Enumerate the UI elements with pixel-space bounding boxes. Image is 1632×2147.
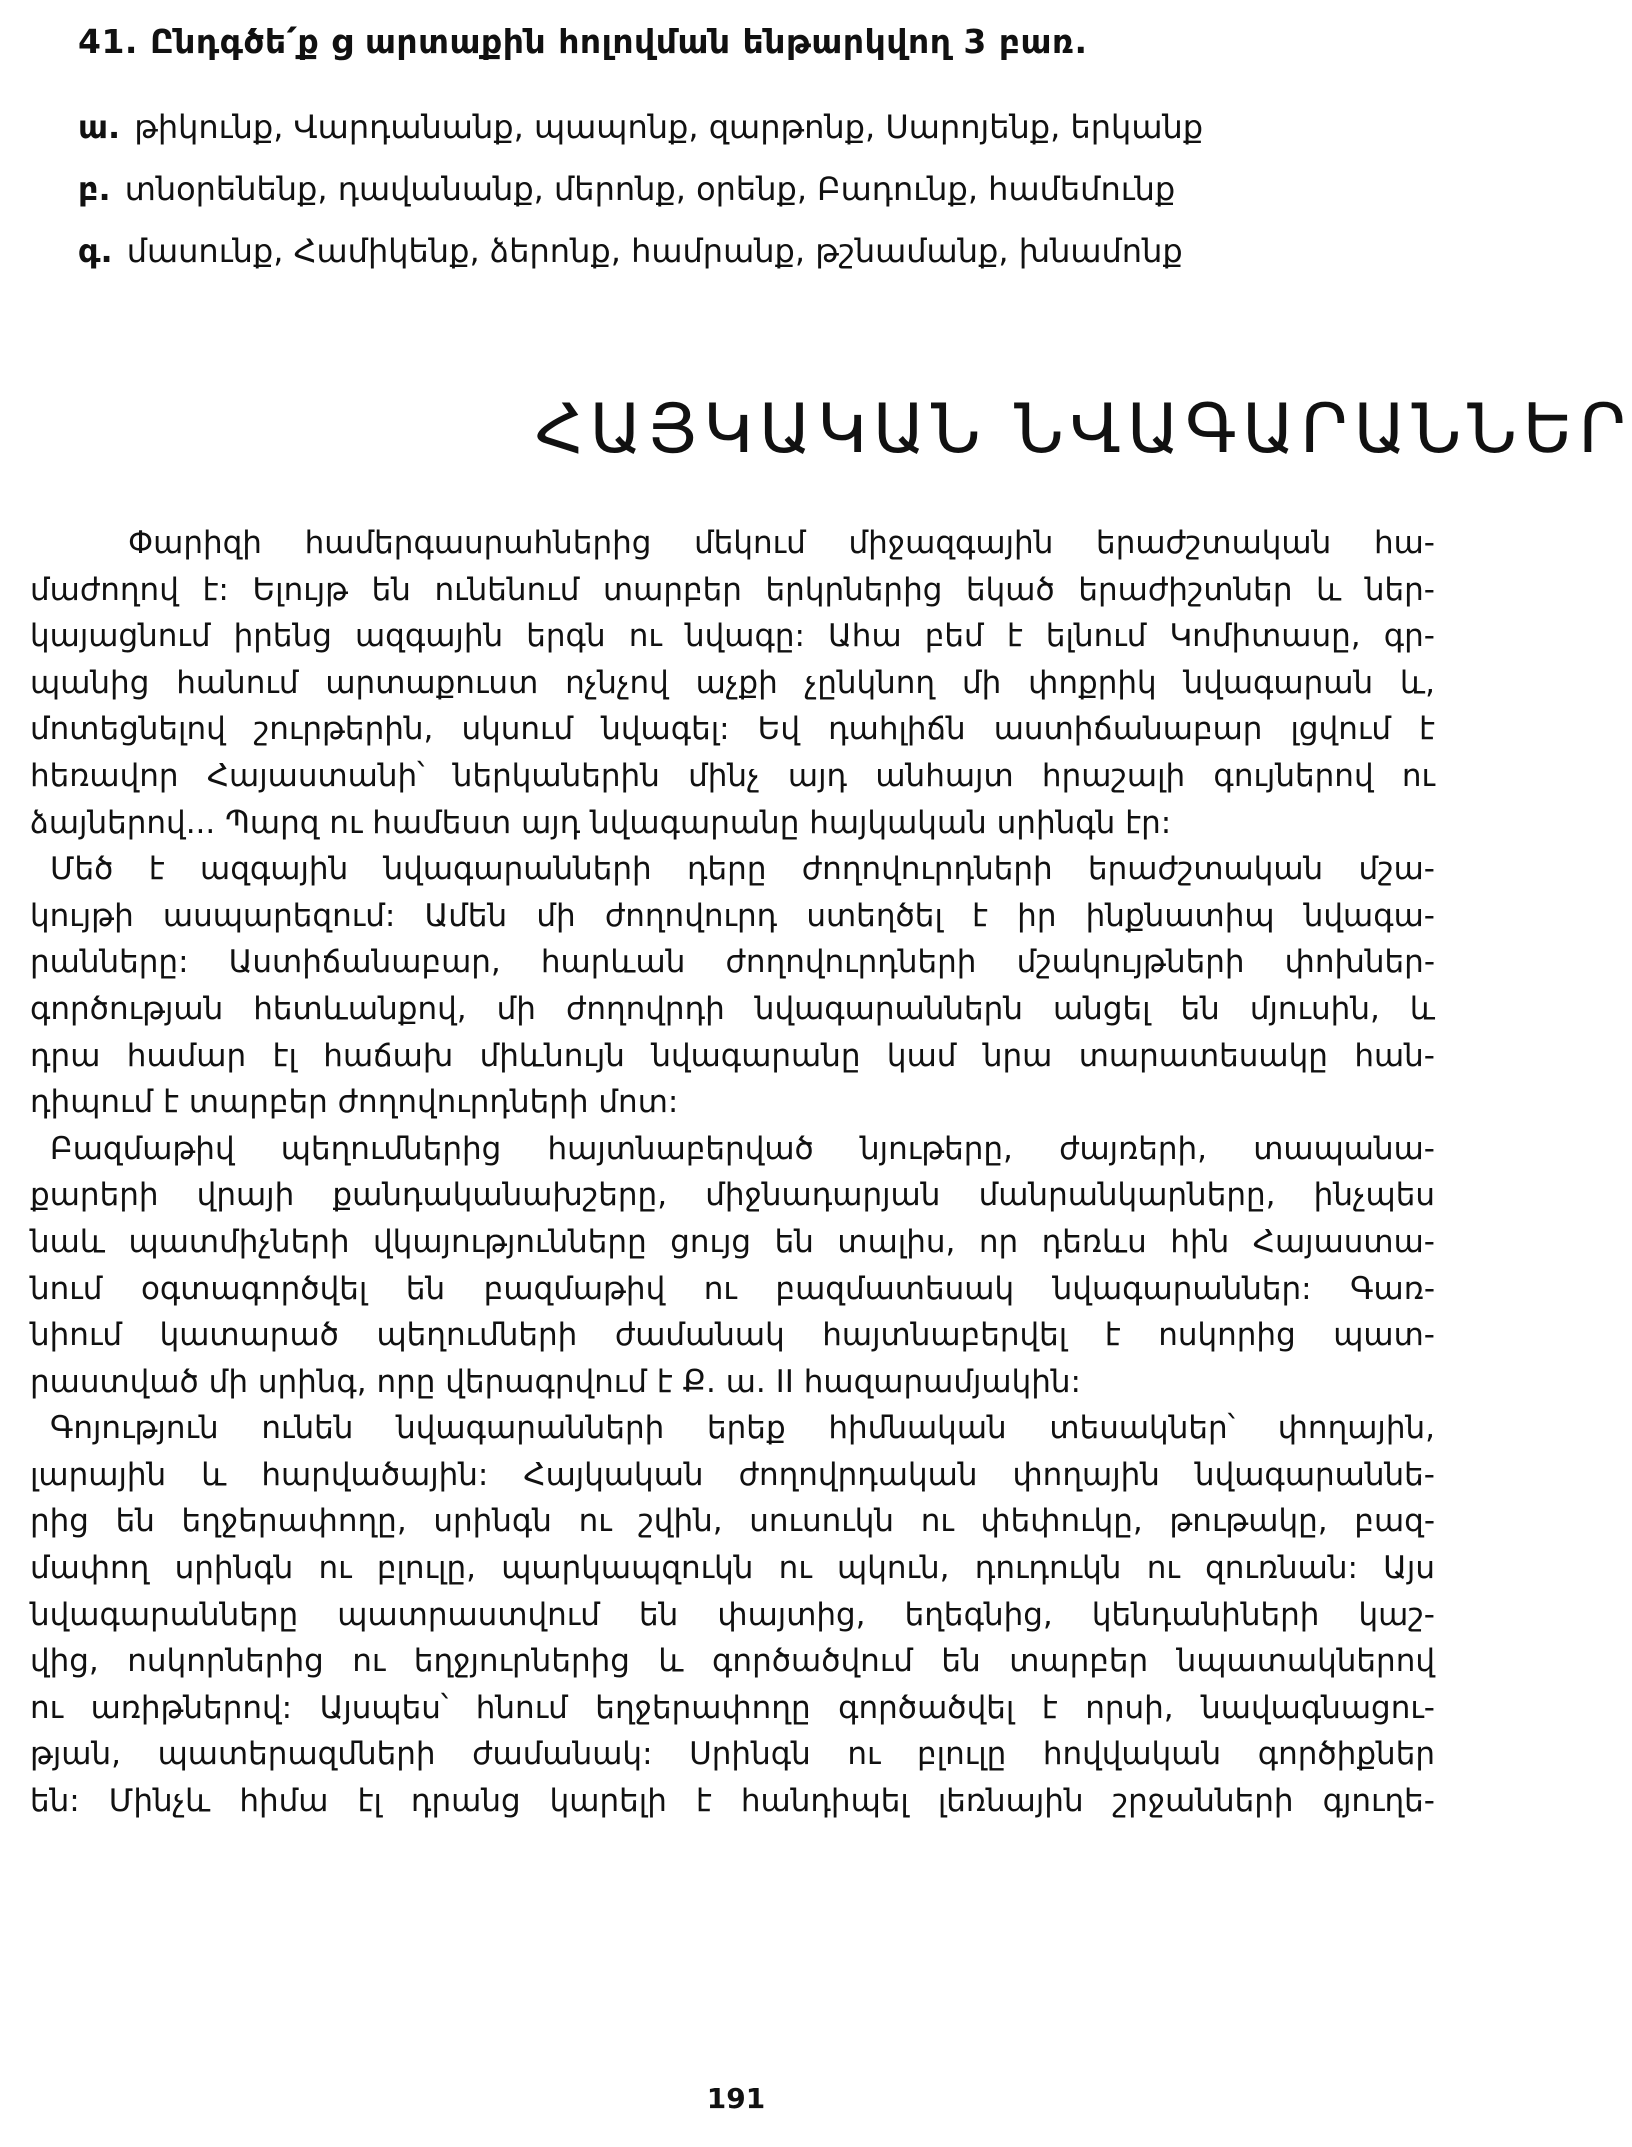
exercise-title: 41. Ընդգծե՛ք ց արտաքին հոլովման ենթարկվող 3 բառ. xyxy=(78,22,1088,61)
text-line: լարային և հարվածային: Հայկական ժողովրդական փողային նվագարաննե- xyxy=(30,1456,1435,1493)
text-line: կայացնում իրենց ազգային երգն ու նվագը: Ահա բեմ է ելնում Կոմիտասը, գր- xyxy=(30,618,1435,655)
option-text: տնօրենենք, դավանանք, մերոնք, օրենք, Բադունք, համեմունք xyxy=(124,170,1176,208)
text-line: ու առիթներով: Այսպես՝ հնում եղջերափողը գործածվել է որսի, նավագնացու- xyxy=(30,1689,1435,1726)
text-line: մոտեցնելով շուրթերին, սկսում նվագել: Եվ դահլիճն աստիճանաբար լցվում է xyxy=(30,711,1435,748)
text-line: նում օգտագործվել են բազմաթիվ ու բազմատեսակ նվագարաններ: Գառ- xyxy=(30,1270,1435,1307)
text-line: թյան, պատերազմների ժամանակ: Սրինգն ու բլուլը հովվական գործիքներ xyxy=(30,1736,1435,1773)
text-line: պանից հանում արտաքուստ ոչնչով աչքի չընկնող մի փոքրիկ նվագարան և, xyxy=(30,664,1435,701)
option-letter: ա. xyxy=(78,108,121,146)
text-line: Բազմաթիվ պեղումներից հայտնաբերված նյութերը, ժայռերի, տապանա- xyxy=(50,1130,1435,1167)
text-line: են: Մինչև հիմա էլ դրանց կարելի է հանդիպել լեռնային շրջանների գյուղե- xyxy=(30,1783,1435,1820)
exercise-options xyxy=(78,96,1418,282)
option-letter: գ. xyxy=(78,232,113,270)
text-line: նաև պատմիչների վկայությունները ցույց են տալիս, որ դեռևս հին Հայաստա- xyxy=(30,1223,1435,1260)
option-c xyxy=(78,220,1418,282)
text-line: վից, ոսկորներից ու եղջյուրներից և գործածվում են տարբեր նպատակներով xyxy=(30,1643,1435,1680)
text-line: րանները: Աստիճանաբար, հարևան ժողովուրդների մշակույթների փոխներ- xyxy=(30,944,1435,981)
text-line: դրա համար էլ հաճախ միևնույն նվագարանը կամ նրա տարատեսակը հան- xyxy=(30,1037,1435,1074)
text-line: Փարիզի համերգասրահներից մեկում միջազգային երաժշտական հա- xyxy=(128,525,1435,561)
option-letter: բ. xyxy=(78,170,111,208)
text-line: Գոյություն ունեն նվագարանների երեք հիմնական տեսակներ՝ փողային, xyxy=(50,1410,1435,1447)
option-a xyxy=(78,96,1418,158)
option-b xyxy=(78,158,1418,220)
section-title: ՀԱՅԿԱԿԱՆ ՆՎԱԳԱՐԱՆՆԵՐ xyxy=(535,390,1632,469)
text-line: գործության հետևանքով, մի ժողովրդի նվագարաններն անցել են մյուսին, և xyxy=(30,990,1435,1027)
article-body xyxy=(30,520,1435,1825)
text-line: նվագարանները պատրաստվում են փայտից, եղեգնից, կենդանիների կաշ- xyxy=(30,1596,1435,1633)
option-text: թիկունք, Վարդանանք, պապոնք, զարթոնք, Սարոյենք, երկանք xyxy=(134,108,1204,146)
option-text: մասունք, Համիկենք, ձերոնք, համրանք, թշնամանք, խնամոնք xyxy=(126,232,1183,270)
text-line: րից են եղջերափողը, սրինգն ու շվին, սուսուկն ու փեփուկը, թութակը, բազ- xyxy=(30,1503,1435,1540)
text-line: նիում կատարած պեղումների ժամանակ հայտնաբերվել է ոսկորից պատ- xyxy=(30,1317,1435,1354)
text-line: հեռավոր Հայաստանի՝ ներկաներին մինչ այդ անհայտ հրաշալի գույներով ու xyxy=(30,757,1435,794)
text-line: րաստված մի սրինգ, որը վերագրվում է Ք. ա. II հազարամյակին: xyxy=(30,1363,1081,1400)
text-line: մաժողով է: Ելույթ են ունենում տարբեր երկրներից եկած երաժիշտներ և ներ- xyxy=(30,571,1435,608)
page-number: 191 xyxy=(706,2082,766,2115)
text-line: Մեծ է ազգային նվագարանների դերը ժողովուրդների երաժշտական մշա- xyxy=(50,851,1435,888)
text-line: մափող սրինգն ու բլուլը, պարկապզուկն ու պկուն, դուդուկն ու զուռնան: Այս xyxy=(30,1550,1435,1587)
text-line: կույթի ասպարեզում: Ամեն մի ժողովուրդ ստեղծել է իր ինքնատիպ նվագա- xyxy=(30,897,1435,934)
text-line: դիպում է տարբեր ժողովուրդների մոտ: xyxy=(30,1084,679,1121)
text-line: ձայներով... Պարզ ու համեստ այդ նվագարանը հայկական սրինգն էր: xyxy=(30,804,1172,841)
text-line: քարերի վրայի քանդականախշերը, միջնադարյան մանրանկարները, ինչպես xyxy=(30,1177,1435,1214)
